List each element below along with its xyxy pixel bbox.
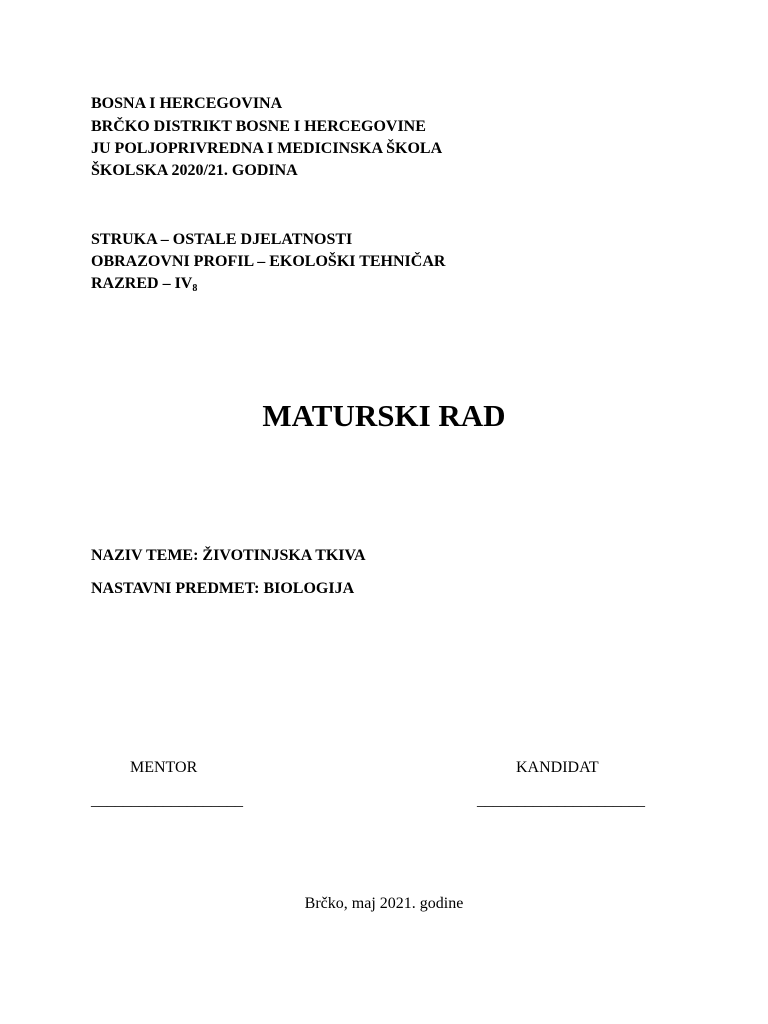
class-label: RAZRED – IV — [91, 275, 193, 292]
mentor-signature-line: ___________________ — [91, 792, 243, 809]
topic-subject: NASTAVNI PREDMET: BIOLOGIJA — [91, 580, 355, 597]
country-line: BOSNA I HERCEGOVINA — [91, 95, 283, 112]
document-title: MATURSKI RAD — [262, 398, 506, 433]
candidate-signature-line: _____________________ — [477, 792, 645, 809]
class-line — [91, 276, 197, 294]
school-line: JU POLJOPRIVREDNA I MEDICINSKA ŠKOLA — [91, 140, 443, 157]
place-date-footer: Brčko, maj 2021. godine — [304, 895, 464, 912]
school-year-line: ŠKOLSKA 2020/21. GODINA — [91, 162, 298, 179]
profile-line: OBRAZOVNI PROFIL – EKOLOŠKI TEHNIČAR — [91, 253, 446, 270]
mentor-label: MENTOR — [130, 759, 198, 776]
class-subscript: 8 — [192, 283, 198, 294]
candidate-label: KANDIDAT — [516, 759, 599, 776]
field-line: STRUKA – OSTALE DJELATNOSTI — [91, 231, 353, 248]
topic-theme: NAZIV TEME: ŽIVOTINJSKA TKIVA — [91, 547, 366, 564]
district-line: BRČKO DISTRIKT BOSNE I HERCEGOVINE — [91, 118, 426, 135]
